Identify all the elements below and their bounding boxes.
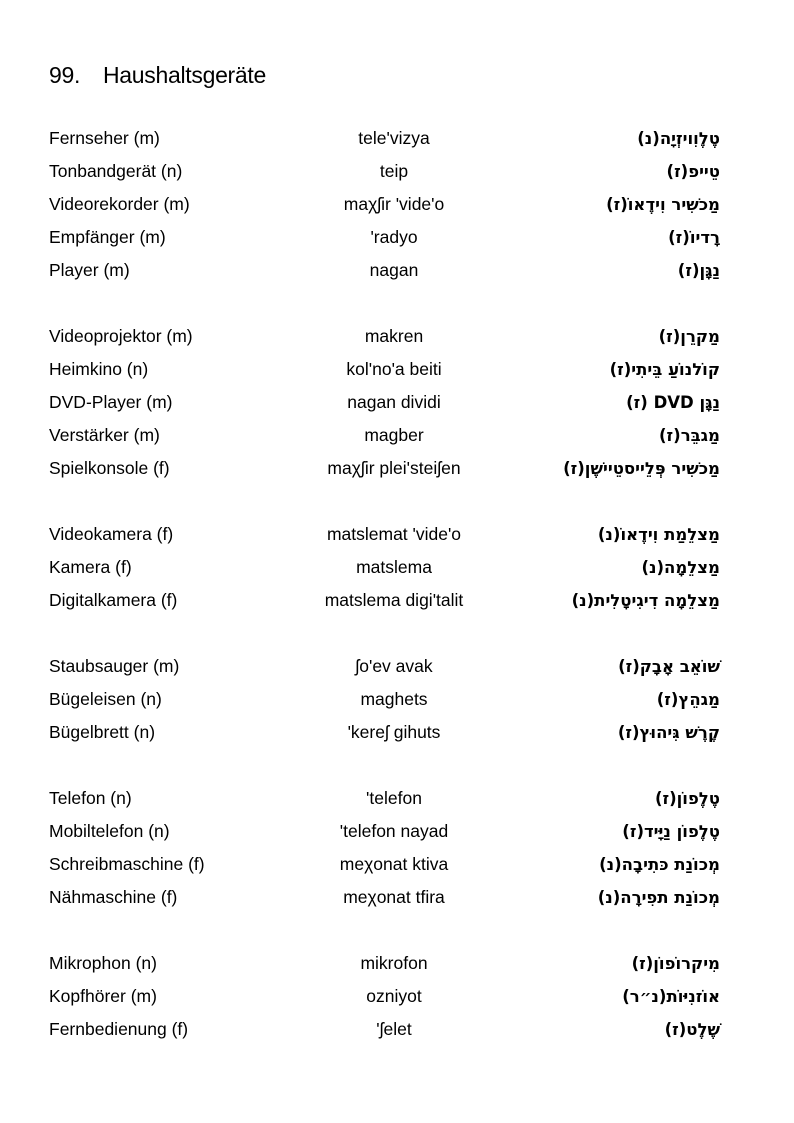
hebrew-term: נַגָּן DVD (ז) — [626, 393, 720, 412]
vocabulary-row — [0, 353, 794, 386]
vocabulary-row — [0, 188, 794, 221]
vocabulary-row — [0, 683, 794, 716]
chapter-number: 99. — [49, 62, 81, 88]
transliteration: maχʃir 'vide'o — [343, 194, 445, 214]
vocabulary-group — [0, 518, 794, 617]
german-term: Nähmaschine (f) — [49, 887, 178, 907]
german-term: Schreibmaschine (f) — [49, 854, 205, 874]
german-term: Spielkonsole (f) — [49, 458, 170, 478]
transliteration: 'ʃelet — [376, 1019, 412, 1039]
transliteration: meχonat tfira — [343, 887, 445, 907]
hebrew-term: טֶלֶוִויזְיָה(נ) — [637, 129, 720, 148]
vocabulary-row — [0, 650, 794, 683]
hebrew-term: טֶלֶפוֹן(ז) — [654, 789, 720, 808]
hebrew-term: מִיקרוֹפוֹן(ז) — [631, 954, 720, 973]
transliteration: 'kereʃ gihuts — [347, 722, 441, 742]
transliteration: 'radyo — [370, 227, 418, 247]
transliteration: matslema — [356, 557, 432, 577]
transliteration: kol'no'a beiti — [346, 359, 442, 379]
vocabulary-row — [0, 452, 794, 485]
german-term: Fernbedienung (f) — [49, 1019, 189, 1039]
vocabulary-row — [0, 980, 794, 1013]
vocabulary-list — [0, 122, 794, 1079]
german-term: Digitalkamera (f) — [49, 590, 178, 610]
german-term: Fernseher (m) — [49, 128, 160, 148]
transliteration: nagan dividi — [347, 392, 441, 412]
german-term: Verstärker (m) — [49, 425, 160, 445]
hebrew-term: מַגהֵץ(ז) — [656, 690, 720, 709]
hebrew-term: מְכוֹנַת תפִירָה(נ) — [597, 888, 720, 907]
vocabulary-row — [0, 947, 794, 980]
german-term: Kamera (f) — [49, 557, 132, 577]
german-term: Heimkino (n) — [49, 359, 149, 379]
transliteration: maχʃir plei'steiʃen — [327, 458, 461, 478]
vocabulary-group — [0, 782, 794, 914]
german-term: Telefon (n) — [49, 788, 132, 808]
transliteration: 'telefon — [366, 788, 422, 808]
german-term: Mikrophon (n) — [49, 953, 157, 973]
german-term: Bügelbrett (n) — [49, 722, 156, 742]
german-term: Videokamera (f) — [49, 524, 174, 544]
vocabulary-row — [0, 122, 794, 155]
transliteration: magber — [364, 425, 424, 445]
vocabulary-group — [0, 650, 794, 749]
german-term: Tonbandgerät (n) — [49, 161, 183, 181]
hebrew-term: נַגָּן(ז) — [677, 261, 720, 280]
german-term: Videoprojektor (m) — [49, 326, 193, 346]
vocabulary-row — [0, 386, 794, 419]
hebrew-term: שׁוֹאֵב אָבָק(ז) — [618, 657, 720, 676]
transliteration: meχonat ktiva — [339, 854, 449, 874]
german-term: DVD-Player (m) — [49, 392, 173, 412]
transliteration: teip — [379, 161, 409, 181]
hebrew-term: רָדיוֹ(ז) — [668, 228, 720, 247]
vocabulary-row — [0, 419, 794, 452]
hebrew-term: מַצלֵמָה דִיגִיטָלִית(נ) — [571, 591, 720, 610]
hebrew-term: טֵייפ(ז) — [666, 162, 720, 181]
vocabulary-group — [0, 947, 794, 1046]
vocabulary-row — [0, 881, 794, 914]
vocabulary-row — [0, 584, 794, 617]
transliteration: matslemat 'vide'o — [326, 524, 462, 544]
vocabulary-row — [0, 815, 794, 848]
hebrew-term: טֶלֶפוֹן נַיָּיד(ז) — [622, 822, 720, 841]
transliteration: mikrofon — [360, 953, 428, 973]
hebrew-term: מַגבֵּר(ז) — [659, 426, 720, 445]
hebrew-term: קֶרֶשׁ גִּיהוּץ(ז) — [617, 723, 720, 742]
vocabulary-row — [0, 254, 794, 287]
german-term: Bügeleisen (n) — [49, 689, 162, 709]
transliteration: 'telefon nayad — [339, 821, 449, 841]
vocabulary-row — [0, 518, 794, 551]
vocabulary-row — [0, 782, 794, 815]
vocabulary-row — [0, 1013, 794, 1046]
vocabulary-group — [0, 122, 794, 287]
vocabulary-group — [0, 320, 794, 485]
transliteration: maghets — [360, 689, 428, 709]
hebrew-term: שֶׁלֶט(ז) — [664, 1020, 720, 1039]
german-term: Staubsauger (m) — [49, 656, 180, 676]
chapter-title: Haushaltsgeräte — [103, 62, 266, 88]
german-term: Empfänger (m) — [49, 227, 166, 247]
german-term: Kopfhörer (m) — [49, 986, 157, 1006]
transliteration: makren — [364, 326, 424, 346]
hebrew-term: מַכשִׁיר וִידֶאוֹ(ז) — [606, 195, 720, 214]
hebrew-term: קוֹלנוֹעַ בֵּיתִי(ז) — [609, 360, 720, 379]
hebrew-term: מְכוֹנַת כּתִיבָה(נ) — [599, 855, 720, 874]
hebrew-term: מַכשִׁיר פְּלֵייסטֵיישֶׁן(ז) — [563, 459, 720, 478]
vocabulary-row — [0, 221, 794, 254]
vocabulary-row — [0, 716, 794, 749]
hebrew-term: מַצלֵמַת וִידֶאוֹ(נ) — [597, 525, 720, 544]
vocabulary-row — [0, 551, 794, 584]
hebrew-term: מַצלֵמָה(נ) — [641, 558, 720, 577]
german-term: Videorekorder (m) — [49, 194, 190, 214]
transliteration: matslema digi'talit — [324, 590, 464, 610]
hebrew-term: אוֹזנִיּוֹת(נ״ר) — [622, 987, 720, 1006]
vocabulary-row — [0, 320, 794, 353]
german-term: Player (m) — [49, 260, 130, 280]
transliteration: ʃo'ev avak — [355, 656, 433, 676]
transliteration: tele'vizya — [358, 128, 430, 148]
transliteration: nagan — [369, 260, 419, 280]
german-term: Mobiltelefon (n) — [49, 821, 170, 841]
transliteration: ozniyot — [366, 986, 422, 1006]
page-title — [49, 62, 266, 89]
vocabulary-row — [0, 155, 794, 188]
hebrew-term: מַקרֵן(ז) — [658, 327, 720, 346]
vocabulary-row — [0, 848, 794, 881]
